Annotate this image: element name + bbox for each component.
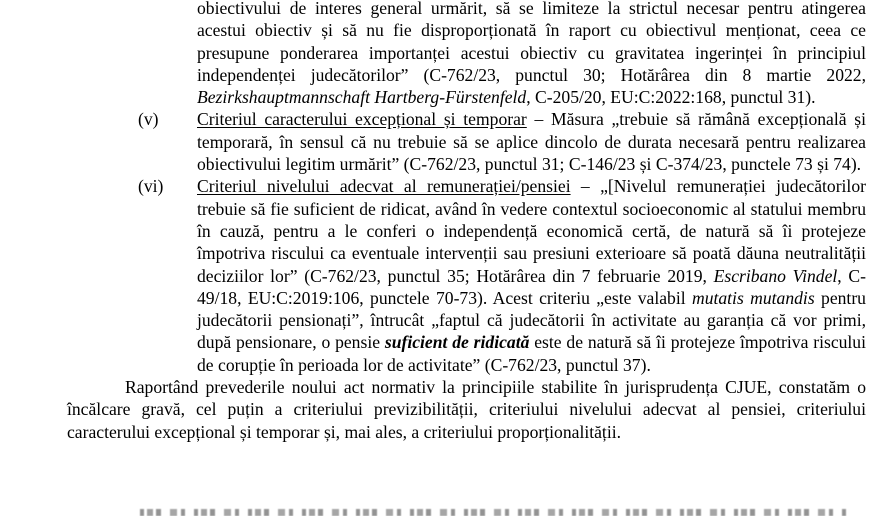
text-segment: Criteriul caracterului excepțional și temporar: [197, 109, 527, 130]
list-marker-v: (v): [138, 109, 159, 130]
list-item-v-text: [197, 108, 866, 175]
paragraph-iv-continuation: [197, 0, 866, 108]
text-segment: pentru judecătorii pensionați”, întrucât „faptul că judecătorii în activitate au garanția că vor primi, după pensionare, o pensie: [197, 287, 866, 353]
text-segment: , C-49/18, EU:C:2019:106, punctele 70-73). Acest criteriu „este valabil: [197, 265, 867, 308]
text-segment: – „[Nivelul remunerației judecătorilor trebuie să fie suficient de ridicat, având în vedere contextul socioeconomic al statului membru în cauză, pentru a le conferi o independență economică certă, de natură să îi protejeze împotriva riscului ca eventuale intervenții sau presiuni exterioare să poată dăuna neutralității deciziilor lor” (C-762/23, punctul 35; Hotărârea din 7 februarie 2019,: [197, 176, 866, 286]
list-item-vi-text: [197, 175, 866, 376]
text-segment: Escribano Vindel: [713, 265, 838, 286]
closing-paragraph: [67, 376, 866, 443]
text-segment: obiectivului de interes general urmărit, să se limiteze la strictul necesar pentru atingerea acestui obiectiv și să nu fie disproporționată în raport cu obiectivul menționat, ceea ce presupune ponderarea importanței acestui obiectiv cu gravitatea ingerinței în principiul independenței judecătorilor” (C-762/23, punctul 30; Hotărârea din 8 martie 2022,: [197, 0, 866, 85]
text-segment: este de natură să îi protejeze împotriva riscului de corupție în perioada lor de activitate” (C-762/23, punctul 37).: [197, 332, 866, 375]
text-segment: mutatis mutandis: [691, 287, 815, 308]
list-item-vi: [138, 175, 867, 376]
text-segment: – Măsura „trebuie să rămână excepțională și temporară, în sensul că nu trebuie să se aplice dincolo de durata necesară pentru realizarea obiectivului legitim urmărit” (C-762/23, punctul 31; C-146/23 și C-374/23, punctele 73 și 74).: [197, 109, 866, 175]
clipped-next-line: [140, 509, 846, 516]
text-segment: Bezirkshauptmannschaft Hartberg-Fürstenfeld: [197, 87, 527, 108]
text-segment: Raportând prevederile noului act normativ la principiile stabilite în jurisprudența CJUE, constatăm o încălcare gravă, cel puțin a criteriului previzibilității, criteriului nivelului adecvat al pensiei, criteriului caracterului excepțional și temporar și, mai ales, a criteriului proporționalității.: [67, 377, 866, 442]
text-segment: Criteriul nivelului adecvat al remunerației/pensiei: [197, 176, 571, 197]
text-segment: suficient de ridicată: [384, 332, 530, 353]
list-item-v: [138, 108, 866, 175]
text-segment: , C-205/20, EU:C:2022:168, punctul 31).: [526, 87, 816, 108]
list-marker-vi: (vi): [138, 176, 164, 197]
